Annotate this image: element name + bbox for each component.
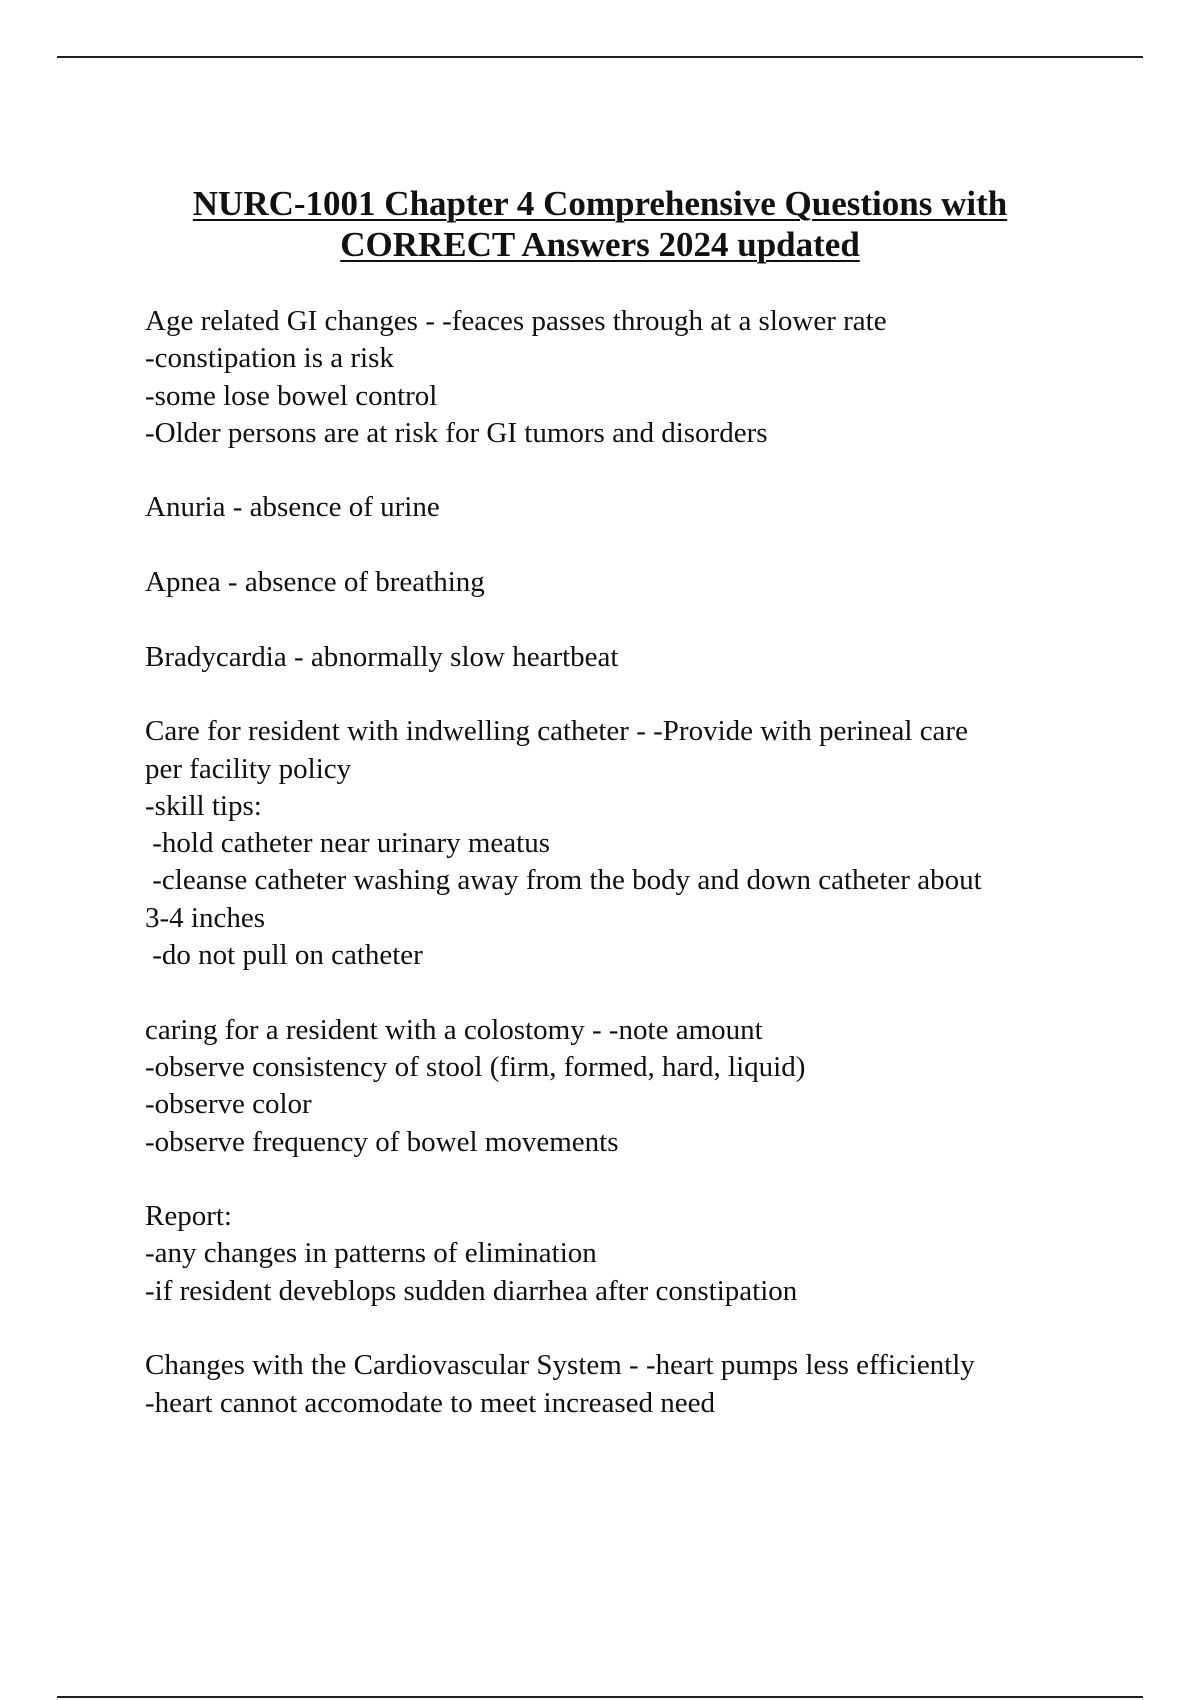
entry-colostomy-care	[145, 1012, 1105, 1161]
entry-line: -some lose bowel control	[145, 379, 438, 412]
entry-line: -skill tips:	[145, 789, 262, 822]
entry-line: Care for resident with indwelling catheter - -Provide with perineal care	[145, 715, 968, 748]
entry-anuria	[145, 489, 1105, 526]
entry-line: Apnea - absence of breathing	[145, 566, 485, 599]
entry-line: Changes with the Cardiovascular System - -heart pumps less efficiently	[145, 1349, 975, 1382]
page-title	[100, 183, 1100, 265]
entry-apnea	[145, 564, 1105, 601]
title-line-1: NURC-1001 Chapter 4 Comprehensive Questions with	[192, 184, 1008, 223]
entry-line: -do not pull on catheter	[145, 939, 423, 972]
document-body	[145, 303, 1105, 1459]
entry-line: caring for a resident with a colostomy - -note amount	[145, 1013, 763, 1046]
entry-line: -hold catheter near urinary meatus	[145, 827, 551, 860]
entry-line: -observe color	[145, 1088, 312, 1121]
entry-line: Age related GI changes - -feaces passes through at a slower rate	[145, 305, 887, 337]
title-line-2: CORRECT Answers 2024 updated	[340, 225, 860, 264]
entry-line: -observe frequency of bowel movements	[145, 1125, 619, 1158]
top-rule	[57, 56, 1143, 58]
entry-line: -Older persons are at risk for GI tumors and disorders	[145, 416, 768, 449]
entry-line: -cleanse catheter washing away from the body and down catheter about	[145, 864, 982, 897]
entry-line: -if resident deveblops sudden diarrhea after constipation	[145, 1274, 798, 1307]
entry-line: 3-4 inches	[145, 901, 265, 934]
bottom-rule	[57, 1696, 1143, 1698]
entry-report	[145, 1198, 1105, 1310]
entry-indwelling-catheter-care	[145, 713, 1105, 974]
entry-line: -observe consistency of stool (firm, formed, hard, liquid)	[145, 1050, 806, 1083]
entry-age-related-gi-changes	[145, 303, 1105, 452]
entry-line: per facility policy	[145, 752, 352, 785]
entry-cardiovascular-changes	[145, 1347, 1105, 1422]
entry-line: Report:	[145, 1200, 232, 1233]
entry-bradycardia	[145, 639, 1105, 676]
entry-line: -constipation is a risk	[145, 342, 394, 375]
entry-line: Bradycardia - abnormally slow heartbeat	[145, 640, 619, 673]
entry-line: Anuria - absence of urine	[145, 491, 440, 524]
entry-line: -heart cannot accomodate to meet increased need	[145, 1386, 716, 1419]
entry-line: -any changes in patterns of elimination	[145, 1237, 597, 1270]
